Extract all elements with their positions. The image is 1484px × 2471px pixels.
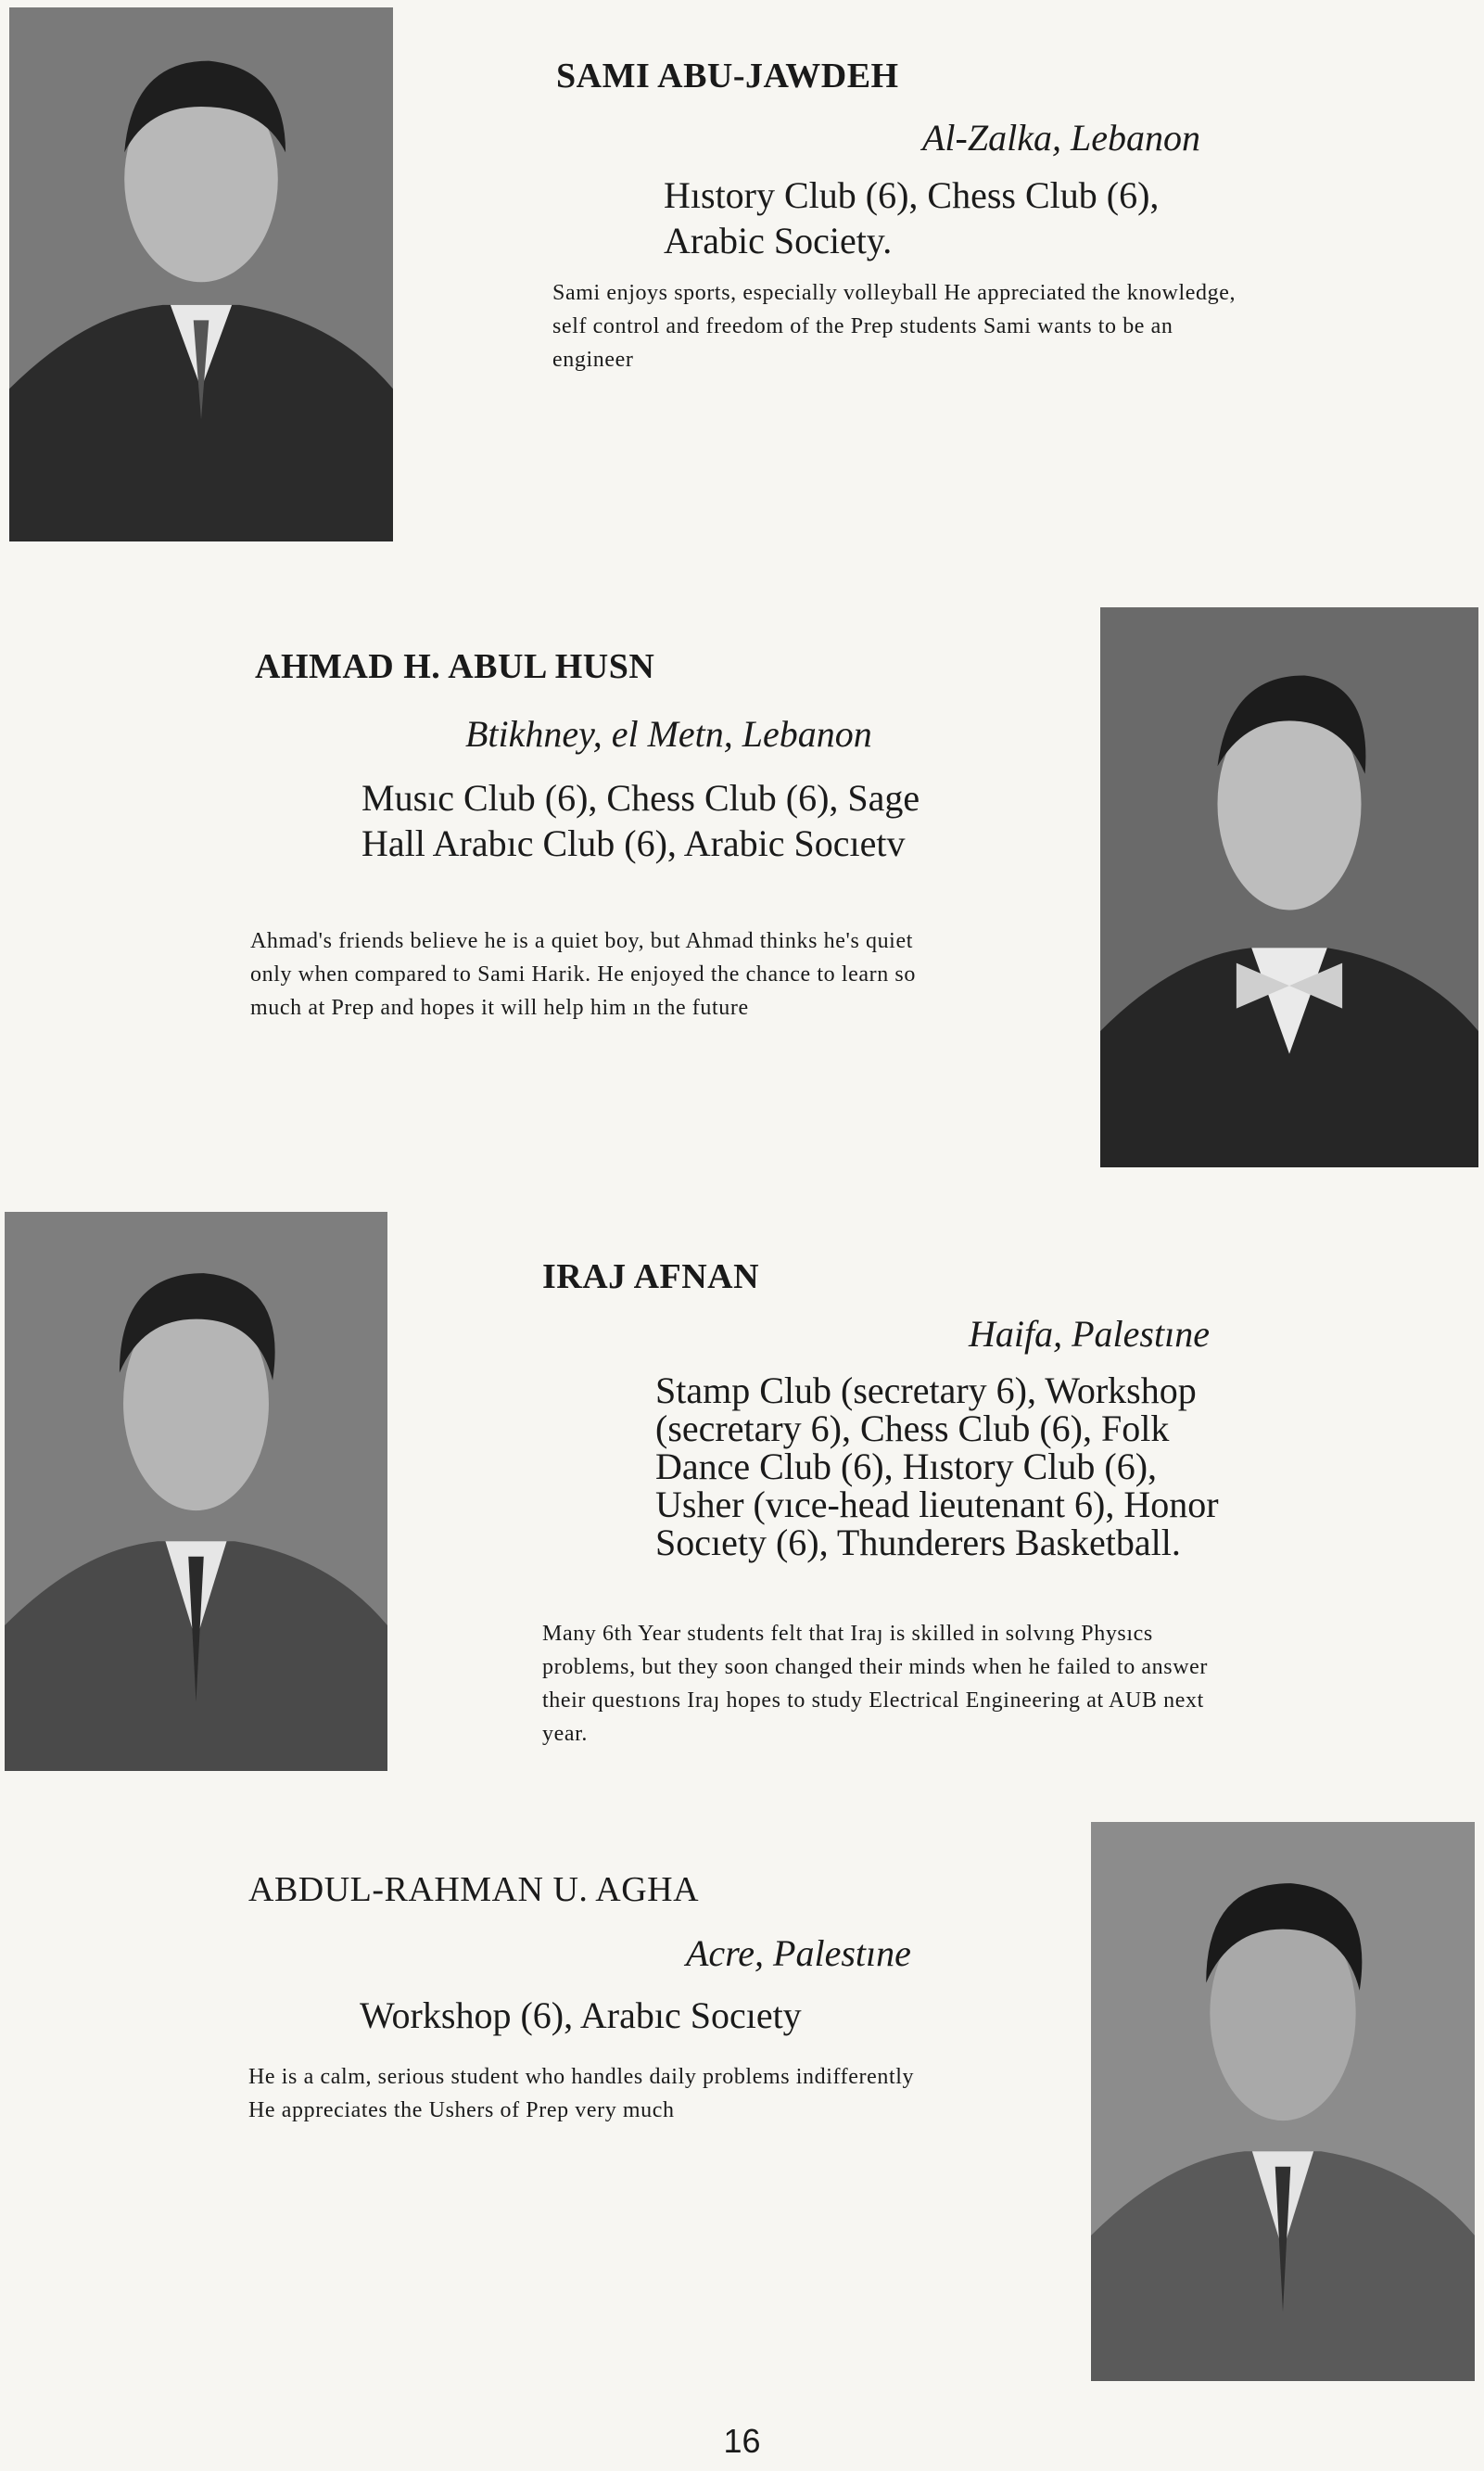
- portrait-photo: [5, 1212, 387, 1771]
- student-name: SAMI ABU-JAWDEH: [556, 57, 899, 96]
- student-description: Sami enjoys sports, especially volleyball He appreciated the knowledge, self control and freedom of the Prep students Sami wants to be an engineer: [552, 281, 1237, 372]
- student-name: AHMAD H. ABUL HUSN: [255, 647, 655, 686]
- student-hometown: Haifa, Palestıne: [969, 1313, 1210, 1355]
- student-activities: Workshop (6), Arabıc Socıety: [360, 1994, 802, 2036]
- portrait-photo: [1091, 1822, 1475, 2381]
- student-description: Many 6th Year students felt that Iraȷ is skilled in solvıng Physıcs problems, but they soon changed their minds when he failed to answer their questıons Iraȷ hopes to study Electrical Engineering at AUB next year.: [542, 1622, 1208, 1746]
- student-name: IRAJ AFNAN: [542, 1257, 760, 1296]
- page-number: 16: [723, 2422, 761, 2460]
- student-name: ABDUL-RAHMAN U. AGHA: [248, 1870, 700, 1909]
- portrait-photo: [9, 7, 393, 541]
- student-activities: Musıc Club (6), Chess Club (6), Sage Hall Arabıc Club (6), Arabic Socıetv: [361, 777, 920, 864]
- portrait-photo: [1100, 607, 1478, 1167]
- student-activities: Hıstory Club (6), Chess Club (6), Arabic Society.: [664, 174, 1160, 261]
- student-hometown: Btikhney, el Metn, Lebanon: [465, 713, 872, 755]
- student-description: Ahmad's friends believe he is a quiet boy, but Ahmad thinks he's quiet only when compared to Sami Harik. He enjoyed the chance to learn so much at Prep and hopes it will help him ın the future: [250, 929, 916, 1020]
- student-description: He is a calm, serious student who handles daily problems indifferently He appreciates the Ushers of Prep very much: [248, 2065, 915, 2122]
- student-activities: Stamp Club (secretary 6), Workshop (secretary 6), Chess Club (6), Folk Dance Club (6), Hıstory Club (6), Usher (vıce-head lieutenant 6), Honor Socıety (6), Thunderers Basketball.: [655, 1369, 1219, 1563]
- student-hometown: Al-Zalka, Lebanon: [922, 117, 1200, 159]
- student-hometown: Acre, Palestıne: [686, 1932, 911, 1974]
